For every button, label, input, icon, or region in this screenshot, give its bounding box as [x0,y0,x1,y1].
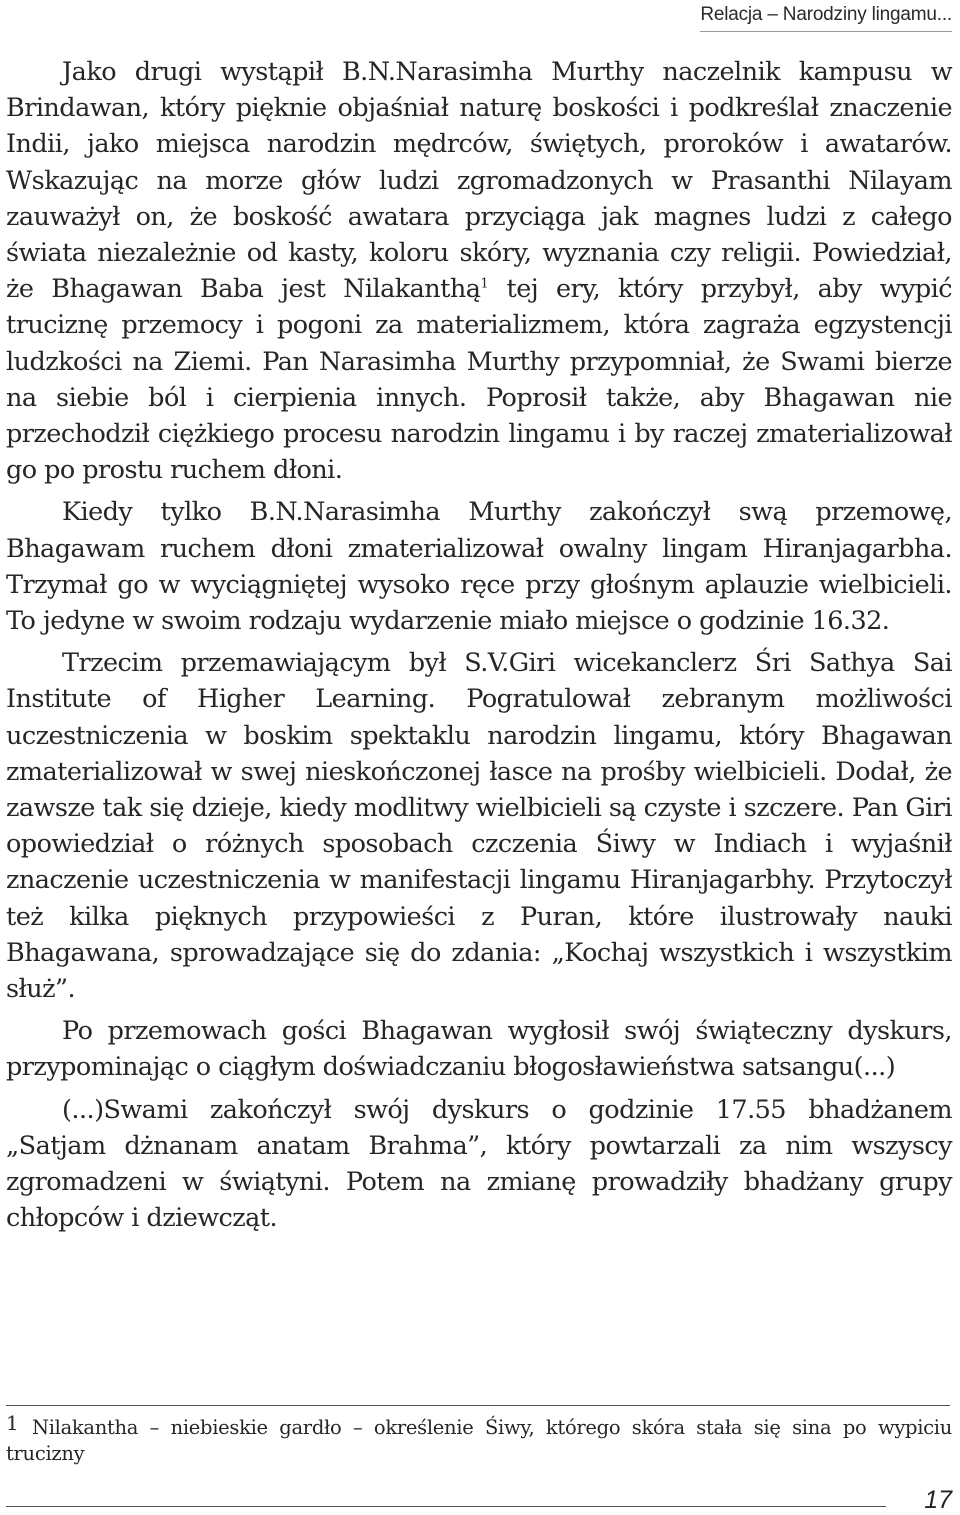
paragraph-1-part-a: Jako drugi wystąpił B.N.Narasimha Murthy naczelnik kampusu w Brindawan, który pięknie objaśniał naturę boskości i podkreślał znaczenie Indii, jako miejsca narodzin mędrców, świętych, proroków i awatarów. Wskazując na morze głów ludzi zgromadzonych w Prasanthi Nilayam zauważył on, że boskość awatara przyciąga jak magnes ludzi z całego świata niezależnie od kasty, koloru skóry, wyznania czy religii. Powiedział, że Bhagawan Baba jest Nilakanthą [6,57,952,305]
footnote-text: Nilakantha – niebieskie gardło – określenie Śiwy, którego skóra stała się sina po wypiciu trucizny [6,1416,952,1465]
paragraph-5: (...)Swami zakończył swój dyskurs o godzinie 17.55 bhadżanem „Satjam dżnanam anatam Brahma”, który powtarzali za nim wszyscy zgromadzeni w świątyni. Potem na zmianę prowadziły bhadżany grupy chłopców i dziewcząt. [6,1094,952,1234]
page-footer [0,1484,960,1514]
article-body [6,54,952,1237]
footnote-number: 1 [6,1411,19,1435]
running-header: Relacja – Narodziny lingamu... [700,4,952,32]
paragraph-4: Po przemowach gości Bhagawan wygłosił swój świąteczny dyskurs, przypominając o ciągłym doświadczaniu błogosławieństwa satsangu(...) [6,1016,952,1083]
paragraph-3: Trzecim przemawiającym był S.V.Giri wicekanclerz Śri Sathya Sai Institute of Higher Learning. Pogratulował zebranym możliwości uczestniczenia w boskim spektaklu narodzin lingamu, który Bhagawan zmaterializował w swej nieskończonej łasce na prośby wielbicieli. Dodał, że zawsze tak się dzieje, kiedy modlitwy wielbicieli są czyste i szczere. Pan Giri opowiedział o różnych sposobach czczenia Śiwy w Indiach i wyjaśnił znaczenie uczestniczenia w manifestacji lingamu Hiranjagarbhy. Przytoczył też kilka pięknych przypowieści z Puran, które ilustrowały nauki Bhagawana, sprowadzające się do zdania: „Kochaj wszystkich i wszystkim służ”. [6,648,952,1005]
footnote [6,1410,952,1467]
paragraph-2: Kiedy tylko B.N.Narasimha Murthy zakończył swą przemowę, Bhagawam ruchem dłoni zmaterializował owalny lingam Hiranjagarbha. Trzymał go w wyciągniętej wysoko ręce przy głośnym aplauzie wielbicieli. To jedyne w swoim rodzaju wydarzenie miało miejsce o godzinie 16.32. [6,497,952,637]
footer-divider [6,1506,886,1507]
footnote-divider [6,1405,950,1406]
footnote-reference[interactable]: 1 [480,276,489,292]
paragraph-1 [6,54,952,488]
paragraph-1-part-b: tej ery, który przybył, aby wypić truciznę przemocy i pogoni za materializmem, która zagraża egzystencji ludzkości na Ziemi. Pan Narasimha Murthy przypomniał, że Swami bierze na siebie ból i cierpienia innych. Poprosił także, aby Bhagawan nie przechodził ciężkiego procesu narodzin lingamu i by raczej zmaterializował go po prostu ruchem dłoni. [6,274,952,486]
page-number: 17 [924,1486,952,1514]
